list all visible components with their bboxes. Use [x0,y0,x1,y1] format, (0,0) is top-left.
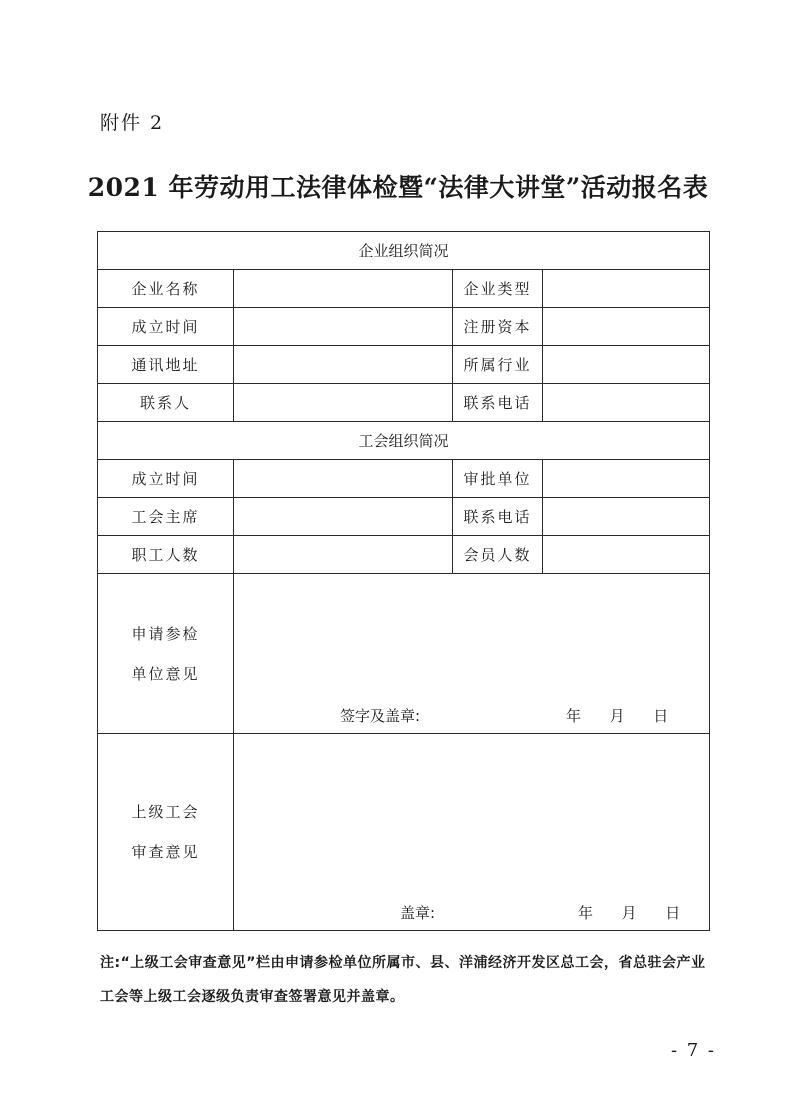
applicant-opinion-label-line2: 单位意见 [131,664,200,683]
employee-count-label: 职工人数 [98,536,234,574]
established-date-label: 成立时间 [98,308,234,346]
applicant-sign-row [234,705,709,731]
union-chair-field[interactable] [234,498,453,536]
enterprise-type-label: 企业类型 [453,270,543,308]
superior-opinion-label-line1: 上级工会 [131,803,200,821]
enterprise-name-field[interactable] [234,270,453,308]
industry-label: 所属行业 [453,346,543,384]
union-chair-label: 工会主席 [98,498,234,536]
applicant-date-label: 年 月 日 [566,707,669,725]
established-date-field[interactable] [234,308,453,346]
enterprise-section-heading: 企业组织简况 [98,232,710,270]
registered-capital-label: 注册资本 [453,308,543,346]
employee-count-field[interactable] [234,536,453,574]
enterprise-name-label: 企业名称 [98,270,234,308]
union-row [98,460,710,498]
form-note: 注:“上级工会审查意见”栏由申请参检单位所属市、县、洋浦经济开发区总工会，省总驻会产业工会等上级工会逐级负责审查签署意见并盖章。 [100,955,706,1005]
superior-sign-row [234,902,709,928]
enterprise-type-field[interactable] [543,270,710,308]
union-contact-phone-label: 联系电话 [453,498,543,536]
union-established-date-field[interactable] [234,460,453,498]
union-row [98,498,710,536]
industry-field[interactable] [543,346,710,384]
form-title: 2021 年劳动用工法律体检暨“法律大讲堂”活动报名表 [87,173,709,202]
applicant-opinion-field[interactable] [234,574,710,734]
union-contact-phone-field[interactable] [543,498,710,536]
superior-date-label: 年 月 日 [578,904,681,922]
enterprise-section-row [98,232,710,270]
contact-person-label: 联系人 [98,384,234,422]
applicant-opinion-label-line1: 申请参检 [131,624,200,643]
superior-opinion-label [98,734,234,931]
mailing-address-label: 通讯地址 [98,346,234,384]
enterprise-row [98,308,710,346]
enterprise-row [98,346,710,384]
member-count-field[interactable] [543,536,710,574]
superior-opinion-label-line2: 审查意见 [131,843,200,861]
enterprise-row [98,270,710,308]
union-row [98,536,710,574]
applicant-opinion-label [98,574,234,734]
superior-opinion-row [98,734,710,931]
approval-unit-label: 审批单位 [453,460,543,498]
contact-person-field[interactable] [234,384,453,422]
superior-opinion-field[interactable] [234,734,710,931]
contact-phone-label: 联系电话 [453,384,543,422]
contact-phone-field[interactable] [543,384,710,422]
page-number: - 7 - [670,1040,716,1061]
registered-capital-field[interactable] [543,308,710,346]
union-section-heading: 工会组织简况 [98,422,710,460]
union-established-date-label: 成立时间 [98,460,234,498]
union-section-row [98,422,710,460]
member-count-label: 会员人数 [453,536,543,574]
registration-form-table [97,231,710,931]
applicant-sign-label: 签字及盖章: [340,707,421,725]
approval-unit-field[interactable] [543,460,710,498]
enterprise-row [98,384,710,422]
superior-sign-label: 盖章: [400,904,436,922]
applicant-opinion-row [98,574,710,734]
attachment-label: 附件 2 [100,112,165,134]
mailing-address-field[interactable] [234,346,453,384]
